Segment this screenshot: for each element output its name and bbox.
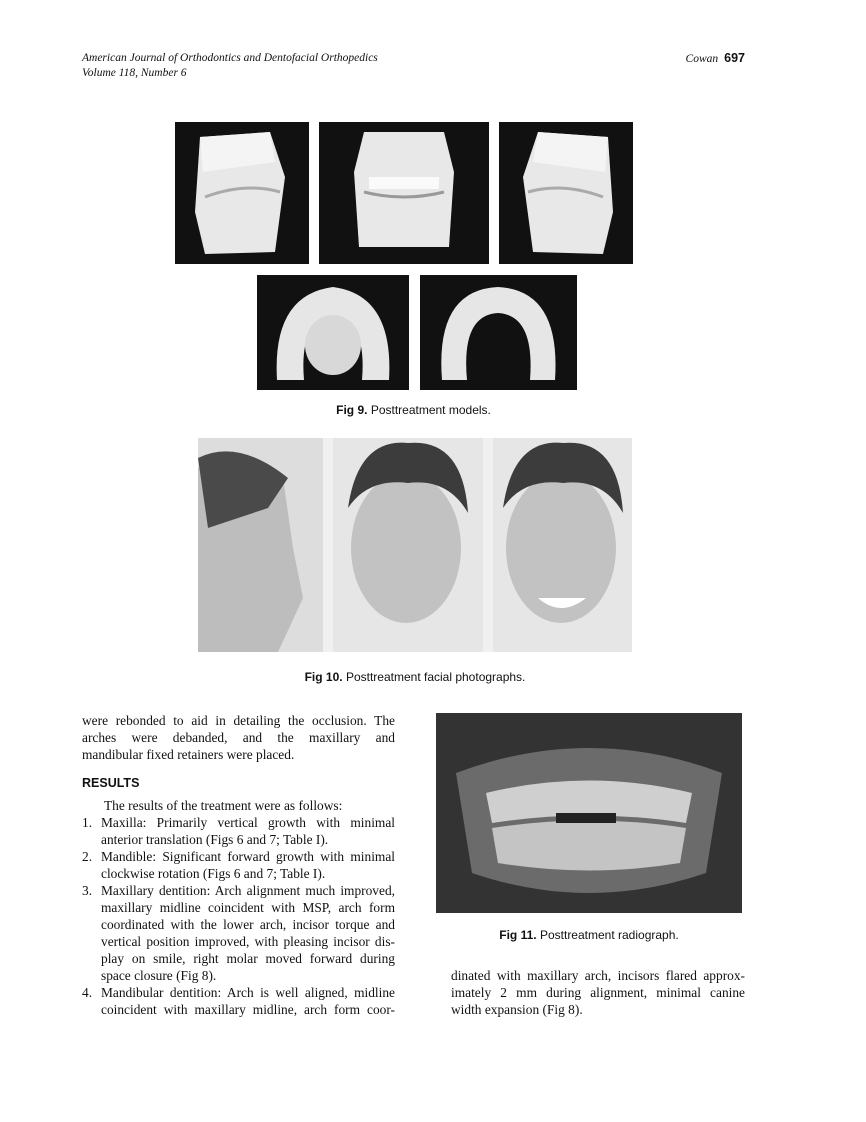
model-photo-mandibular-occlusal — [420, 275, 577, 390]
item-number: 2. — [82, 849, 93, 864]
page-number: 697 — [724, 51, 745, 65]
item-number: 4. — [82, 985, 93, 1000]
list-item-line: Mandible: Significant forward growth with minimal — [101, 849, 395, 864]
model-photo-left-lateral — [499, 122, 633, 264]
journal-title: American Journal of Orthodontics and Dentofacial Orthopedics — [82, 52, 378, 64]
fig10-caption — [198, 670, 632, 684]
author-name: Cowan — [685, 53, 719, 65]
list-item-line: maxillary midline coincident with MSP, arch form — [101, 900, 395, 915]
list-item-line: play on smile, right molar moved forward during — [101, 951, 395, 966]
panoramic-radiograph — [436, 713, 742, 913]
section-heading-results: RESULTS — [82, 776, 140, 790]
list-item-line: Mandibular dentition: Arch is well aligned, midline — [101, 985, 395, 1000]
body-line: imately 2 mm during alignment, minimal canine — [451, 985, 745, 1000]
list-item-line: anterior translation (Figs 6 and 7; Table I). — [101, 832, 329, 847]
list-item-line: coincident with maxillary midline, arch form coor- — [101, 1002, 395, 1017]
fig9-caption-text: Posttreatment models. — [370, 403, 491, 417]
list-item-line: space closure (Fig 8). — [101, 968, 217, 983]
fig11-label: Fig 11. — [499, 928, 537, 942]
model-photo-frontal — [319, 122, 489, 264]
fig11-caption — [436, 928, 742, 942]
list-item-line: Maxillary dentition: Arch alignment much improved, — [101, 883, 395, 898]
body-line: mandibular fixed retainers were placed. — [82, 747, 295, 762]
facial-photographs — [198, 438, 632, 652]
body-line: dinated with maxillary arch, incisors flared approx- — [451, 968, 745, 983]
list-item-line: clockwise rotation (Figs 6 and 7; Table I). — [101, 866, 326, 881]
model-photo-maxillary-occlusal — [257, 275, 409, 390]
body-line: were rebonded to aid in detailing the occlusion. The — [82, 713, 395, 728]
fig10-caption-text: Posttreatment facial photographs. — [345, 670, 526, 684]
list-item-line: Maxilla: Primarily vertical growth with minimal — [101, 815, 395, 830]
fig10-label: Fig 10. — [304, 670, 343, 684]
results-intro: The results of the treatment were as follows: — [104, 798, 343, 813]
list-item-line: coordinated with the lower arch, incisor torque and — [101, 917, 395, 932]
journal-volume: Volume 118, Number 6 — [82, 67, 187, 79]
item-number: 1. — [82, 815, 93, 830]
model-photo-right-lateral — [175, 122, 309, 264]
item-number: 3. — [82, 883, 93, 898]
running-head — [686, 51, 745, 65]
body-line: width expansion (Fig 8). — [451, 1002, 583, 1017]
body-line: arches were debanded, and the maxillary and — [82, 730, 395, 745]
list-item-line: vertical position improved, with pleasing incisor dis- — [101, 934, 395, 949]
fig9-caption — [175, 403, 652, 417]
fig11-caption-text: Posttreatment radiograph. — [539, 928, 679, 942]
fig9-label: Fig 9. — [336, 403, 368, 417]
